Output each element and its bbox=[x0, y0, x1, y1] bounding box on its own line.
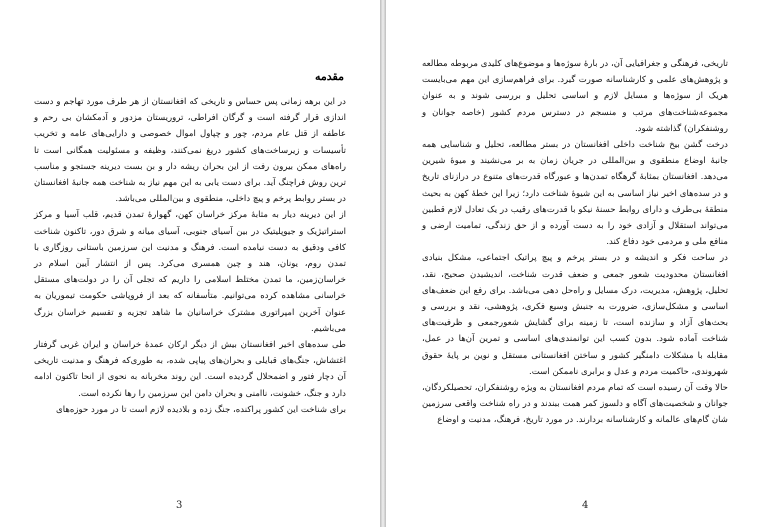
right-page-text bbox=[422, 56, 728, 429]
left-page-text bbox=[34, 94, 346, 418]
page-number: 3 bbox=[176, 500, 183, 511]
paragraph: حالا وقت آن رسیده است که تمام مردم افغانستان به ویژه روشنفکران، تحصیلکردگان، جوانان و شخصیت‌های آگاه و دلسوز کمر همت ببندند و در راه شناخت واقعی سرزمین شان گام‌های عالمانه و کارشناسانه بردارند. در مورد تاریخ، فرهنگ، مدنیت و اوضاع bbox=[422, 383, 728, 426]
page-number: 4 bbox=[582, 500, 589, 511]
paragraph: تاریخی، فرهنگی و جغرافیایی آن، در بارهٔ سوژه‌ها و موضوع‌های کلیدی مربوطه مطالعه و پژوهش‌های علمی و کارشناسانه صورت گیرد. برای فراهم‌سازی این مهم می‌بایست هریک از سوژه‌ها و مسایل لازم و اساسی تحلیل و بررسی شوند و به عنوان مجموعه‌شناخت‌های مرتب و منسجم در دسترس مردم کشور (خاصه جوانان و روشنفکران) گذاشته شود. bbox=[422, 59, 728, 134]
paragraph: برای شناخت این کشور پراکنده، جنگ زده و بلادیده لازم است تا در مورد حوزه‌های bbox=[56, 404, 346, 415]
paragraph: درخت گشن بیخ شناخت داخلی افغانستان در بستر مطالعه، تحلیل و شناسایی همه جانبهٔ اوضاع منطقوی و بین‌المللی در جریان زمان به بر می‌نشیند و میوهٔ شیرین می‌دهد. افغانستان بمثابهٔ گرهگاه تمدن‌ها و عبورگاه قدرت‌های متنوع در درازنای تاریخ و در سده‌های اخیر نیاز اساسی به این شیوهٔ شناخت دارد؛ زیرا این خطهٔ کهن به بحیث منطقهٔ بی‌طرف و دارای روابط حسنهٔ نیکو با قدرت‌های رقیب در یک تعادل لازم قطبین می‌تواند استقلال و آزادی خود را به دست آورده و از حق زندگی، تمامیت ارضی و منافع ملی و مردمی خود دفاع کند. bbox=[422, 140, 728, 248]
right-page bbox=[386, 0, 768, 527]
paragraph: در این برهه زمانی پس حساس و تاریخی که افغانستان از هر طرف مورد تهاجم و دست اندازی قرار گرفته است و گرگان افراطی، تروریستان مزدور و آدمکشان بی رحم و عاطفه از قتل عام مردم، چور و چپاول اموال خصوصی و دارایی‌های عامه و تخریب تأسیسات و زیرساخت‌های کشور دریغ نمی‌کنند، وظیفه و مسئولیت همگانی است تا راه‌های ممکن بیرون رفت از این بحران ریشه دار و بن بست دیرینه جستجو و مناسب ترین روش فراچنگ آید. برای دست یابی به این مهم نیاز به شناخت همه جانبهٔ افغانستان در بستر روابط پرخم و پیچ داخلی، منطقوی و بین‌المللی می‌باشد. bbox=[34, 97, 346, 205]
section-heading: مقدمه bbox=[314, 70, 344, 83]
left-page bbox=[0, 0, 380, 527]
paragraph: در ساحت فکر و اندیشه و در بستر پرخم و پیچ پراتیک اجتماعی، مشکل بنیادی افغانستان محدودیت شعور جمعی و ضعف قدرت شناخت، اندیشیدن صحیح، نقد، تحلیل، پژوهش، مدیریت، درک مسایل و راه‌حل دهی می‌باشد. برای رفع این ضعف‌های اساسی و مشکل‌سازی، ضرورت به جنبش وسیع فکری، پژوهشی، نقد و بررسی و بحث‌های آزاد و سازنده است، تا زمینه برای گشایش شعورجمعی و ظرفیت‌های شناخت آماده شود. بدون کسب این توانمندی‌های اساسی و تمرین آن‌ها در عمل، مقابله با مشکلات دامنگیر کشور و ساختن افغانستانی مستقل و نوین بر پایهٔ حقوق شهروندی، حاکمیت مردم و عدل و برابری ناممکن است. bbox=[422, 253, 728, 377]
paragraph: از این دیرینه دیار به مثابهٔ مرکز خراسان کهن، گهوارهٔ تمدن قدیم، قلب آسیا و مرکز استراتیژیک و جیوپلیتیک در بین آسیای جنوبی، آسیای میانه و شرق دور، تاکنون شناخت کافی ودقیق به دست نیامده است. فرهنگ و مدنیت این سرزمین باستانی روزگاری با تمدن روم، یونان، هند و چین همسری می‌کرد. پس از انتشار آیین اسلام در خراسان‌زمین، ما تمدن مختلط اسلامی را داریم که تجلی آن را در دولت‌های مستقل خراسانی مشاهده کرده می‌توانیم. متأسفانه که بعد از فروپاشی حکومت تیموریان به عنوان آخرین امپراتوری مشترک خراسانیان ما شاهد تجزیه و تقسیم خراسان بزرگ می‌باشیم. bbox=[34, 210, 346, 334]
paragraph: طی سده‌های اخیر افغانستان بیش از دیگر ارکان عمدهٔ خراسان و ایران غربی گرفتار اغتشاش، جنگ‌های قبایلی و بحران‌های پیاپی شده، به طوری‌که فرهنگ و مدنیت تاریخی آن دچار فتور و اضمحلال گردیده است. این روند مخربانه به نحوی از انحا تاکنون ادامه دارد و جنگ، خشونت، ناامنی و بحران دامن این سرزمین را رها نکرده است. bbox=[34, 340, 346, 399]
